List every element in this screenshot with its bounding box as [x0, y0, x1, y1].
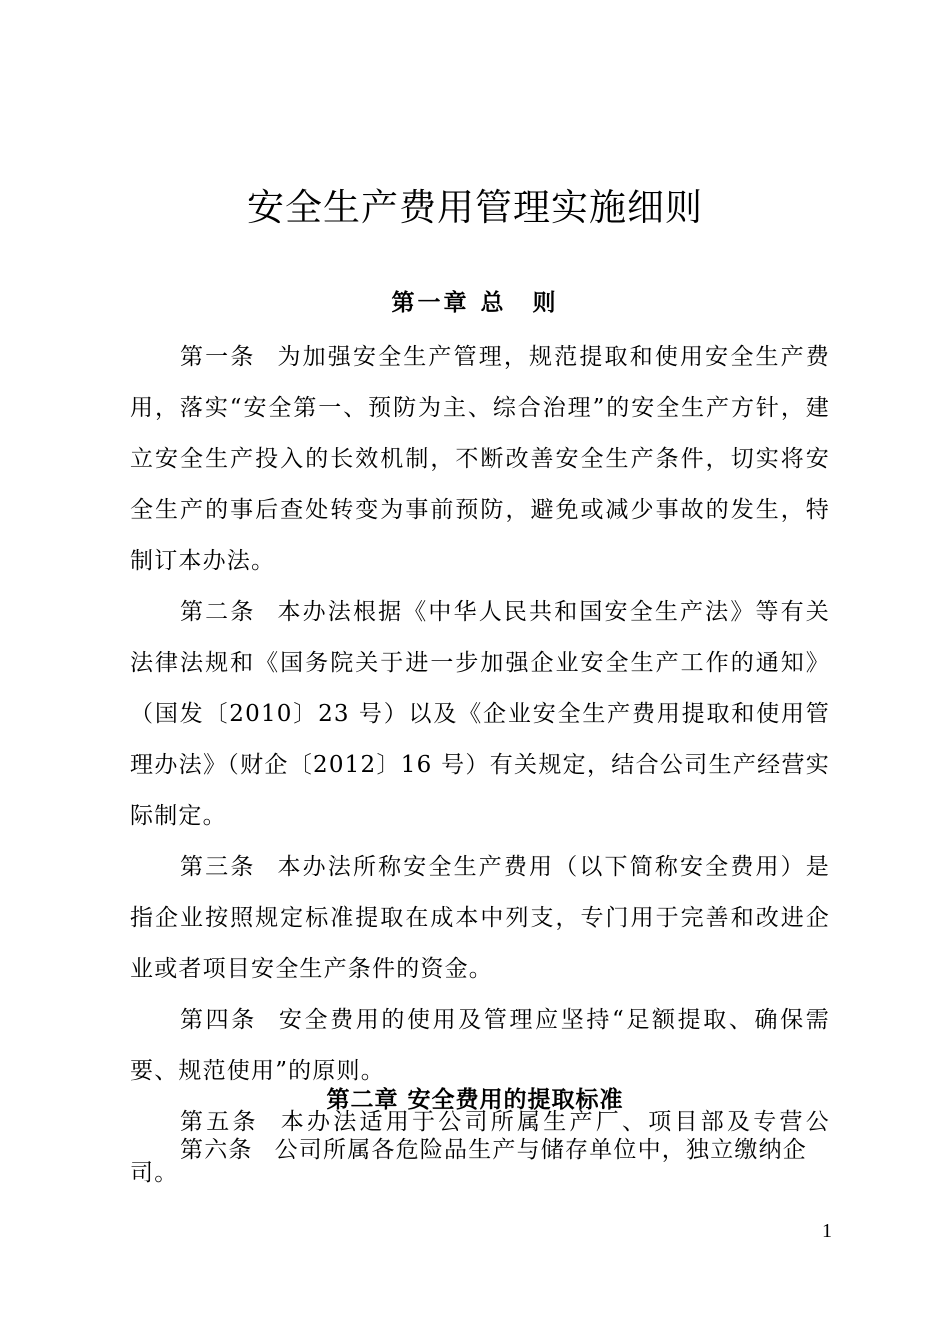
article-number: 第一条 — [180, 344, 256, 370]
article-2 — [130, 587, 830, 842]
article-1 — [130, 332, 830, 587]
article-text: 为加强安全生产管理，规范提取和使用安全生产费用，落实“安全第一、预防为主、综合治理”的安全生产方针，建立安全生产投入的长效机制，不断改善安全生产条件，切实将安全生产的事后查处转变为事前预防，避免或减少事故的发生，特制订本办法。 — [130, 344, 830, 574]
article-text: 本办法所称安全生产费用（以下简称安全费用）是指企业按照规定标准提取在成本中列支，专门用于完善和改进企业或者项目安全生产条件的资金。 — [130, 854, 830, 982]
chapter-1-heading: 第一章 总 则 — [391, 290, 559, 316]
chapter-2-heading: 第二章 安全费用的提取标准 — [326, 1087, 624, 1113]
article-6 — [130, 1125, 830, 1176]
page-number: 1 — [822, 1220, 832, 1242]
chapter-1-body — [130, 332, 830, 1199]
article-text: 本办法根据《中华人民共和国安全生产法》等有关法律法规和《国务院关于进一步加强企业安全生产工作的通知》（国发〔2010〕23 号）以及《企业安全生产费用提取和使用管理办法》（财企〔2012〕16 号）有关规定，结合公司生产经营实际制定。 — [130, 599, 830, 829]
document-title: 安全生产费用管理实施细则 — [247, 186, 703, 229]
article-text: 安全费用的使用及管理应坚持“足额提取、确保需要、规范使用”的原则。 — [130, 1007, 830, 1084]
article-number: 第六条 — [180, 1137, 253, 1163]
article-3 — [130, 842, 830, 995]
article-text: 本办法适用于公司所属生产厂、项目部及专营公司。 — [130, 1109, 830, 1186]
article-number: 第四条 — [180, 1007, 257, 1033]
chapter-2-body — [130, 1125, 830, 1176]
article-text: 公司所属各危险品生产与储存单位中，独立缴纳企 — [274, 1137, 808, 1163]
article-number: 第三条 — [180, 854, 256, 880]
article-number: 第二条 — [180, 599, 256, 625]
article-number: 第五条 — [180, 1109, 259, 1135]
